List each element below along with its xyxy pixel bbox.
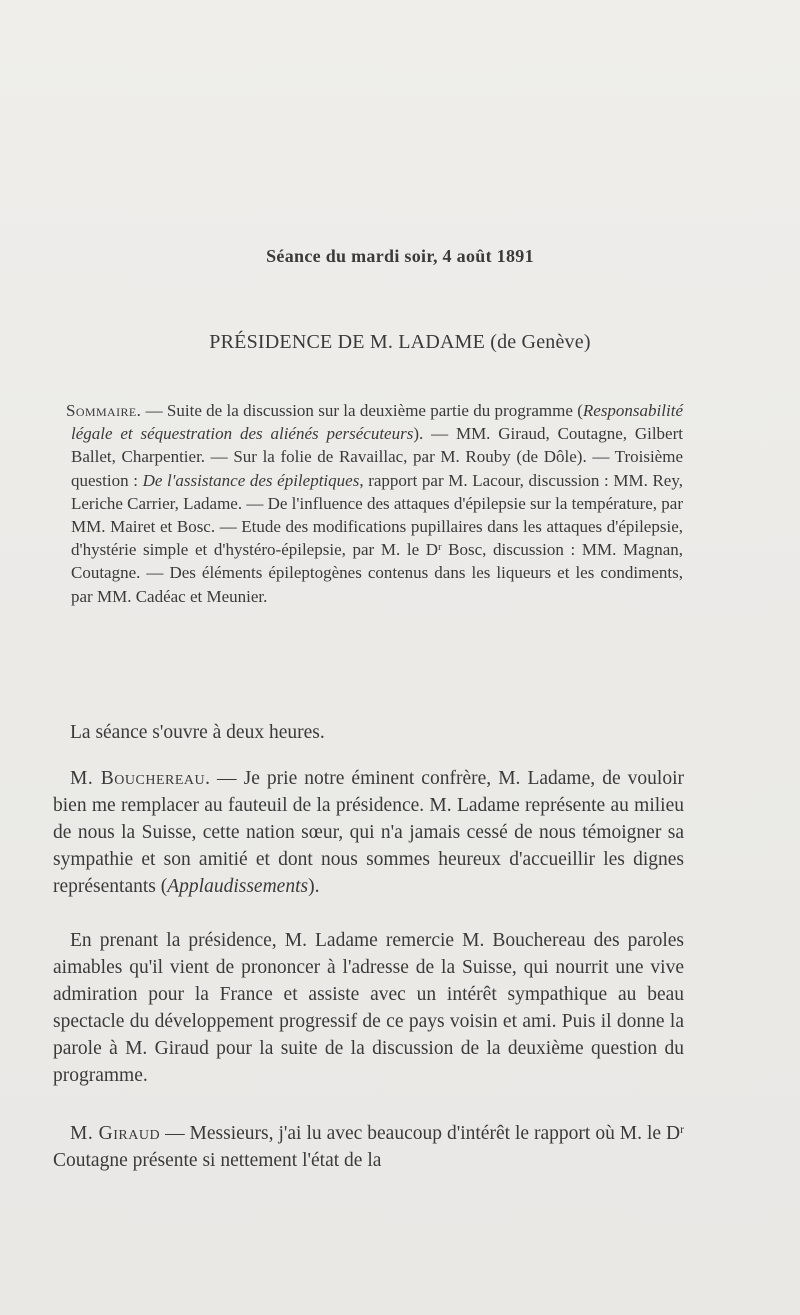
bouchereau-paragraph <box>53 765 684 900</box>
summary-label: Sommaire. <box>66 401 142 420</box>
summary-italic-title: De l'assistance des épileptiques <box>142 470 360 490</box>
paragraph-text: — Messieurs, j'ai lu avec beaucoup d'intérêt le rapport où M. le D <box>160 1123 681 1144</box>
speaker-name: M. Giraud <box>70 1123 161 1144</box>
paragraph-text: ). <box>308 876 320 898</box>
paragraph-text: Coutagne présente si nettement l'état de la <box>53 1150 382 1172</box>
summary-paragraph <box>66 399 683 608</box>
summary-text: Bosc, discussion : MM. Magnan, Coutagne. — Des éléments épileptogènes contenus dans les liqueurs et les condiments, par MM. Cadéac et Meunier. <box>71 540 683 606</box>
ladame-paragraph: En prenant la présidence, M. Ladame remercie M. Bouchereau des paroles aimables qu'il vient de prononcer à l'adresse de la Suisse, qui nourrit une vive admiration pour la France et assiste avec un intérêt sympathique au beau spectacle du développement progressif de ce pays voisin et ami. Puis il donne la parole à M. Giraud pour la suite de la discussion de la deuxième question du programme. <box>53 930 684 1087</box>
opening-paragraph: La séance s'ouvre à deux heures. <box>70 722 325 743</box>
superscript: r <box>438 542 442 554</box>
superscript: r <box>680 1123 684 1137</box>
summary-text: ). — MM. Giraud, Coutagne, Gilbert Ballet, Charpentier. — Sur la folie de Ravaillac, par M. Rouby (de Dôle). — Troisième question : <box>71 424 683 490</box>
summary-text: — Suite de la discussion sur la deuxième partie du programme ( <box>141 401 583 420</box>
summary-text: , rapport par M. Lacour, discussion : MM. Rey, Leriche Carrier, Ladame. — De l'influence des attaques d'épilepsie sur la température, par MM. Mairet et Bosc. — Etude des modifications pupillaires dans les attaques d'épilepsie, d'hystérie simple et d'hystéro-épilepsie, par M. le D <box>71 470 683 560</box>
summary-italic-title: Responsabilité légale et séquestration des aliénés persécuteurs <box>71 401 683 444</box>
paragraph-text: . — Je prie notre éminent confrère, M. Ladame, de vouloir bien me remplacer au fauteuil de la présidence. M. Ladame représente au milieu de nous la Suisse, cette nation sœur, qui n'a jamais cessé de nous témoigner sa sympathie et son amitié et dont nous sommes heureux d'accueillir les dignes représentants ( <box>53 768 684 898</box>
presidency-heading: PRÉSIDENCE DE M. LADAME (de Genève) <box>209 331 591 353</box>
speaker-name: M. Bouchereau <box>70 768 206 789</box>
giraud-paragraph <box>53 1120 684 1174</box>
session-title: Séance du mardi soir, 4 août 1891 <box>266 246 534 266</box>
italic-text: Applaudissements <box>167 876 309 898</box>
